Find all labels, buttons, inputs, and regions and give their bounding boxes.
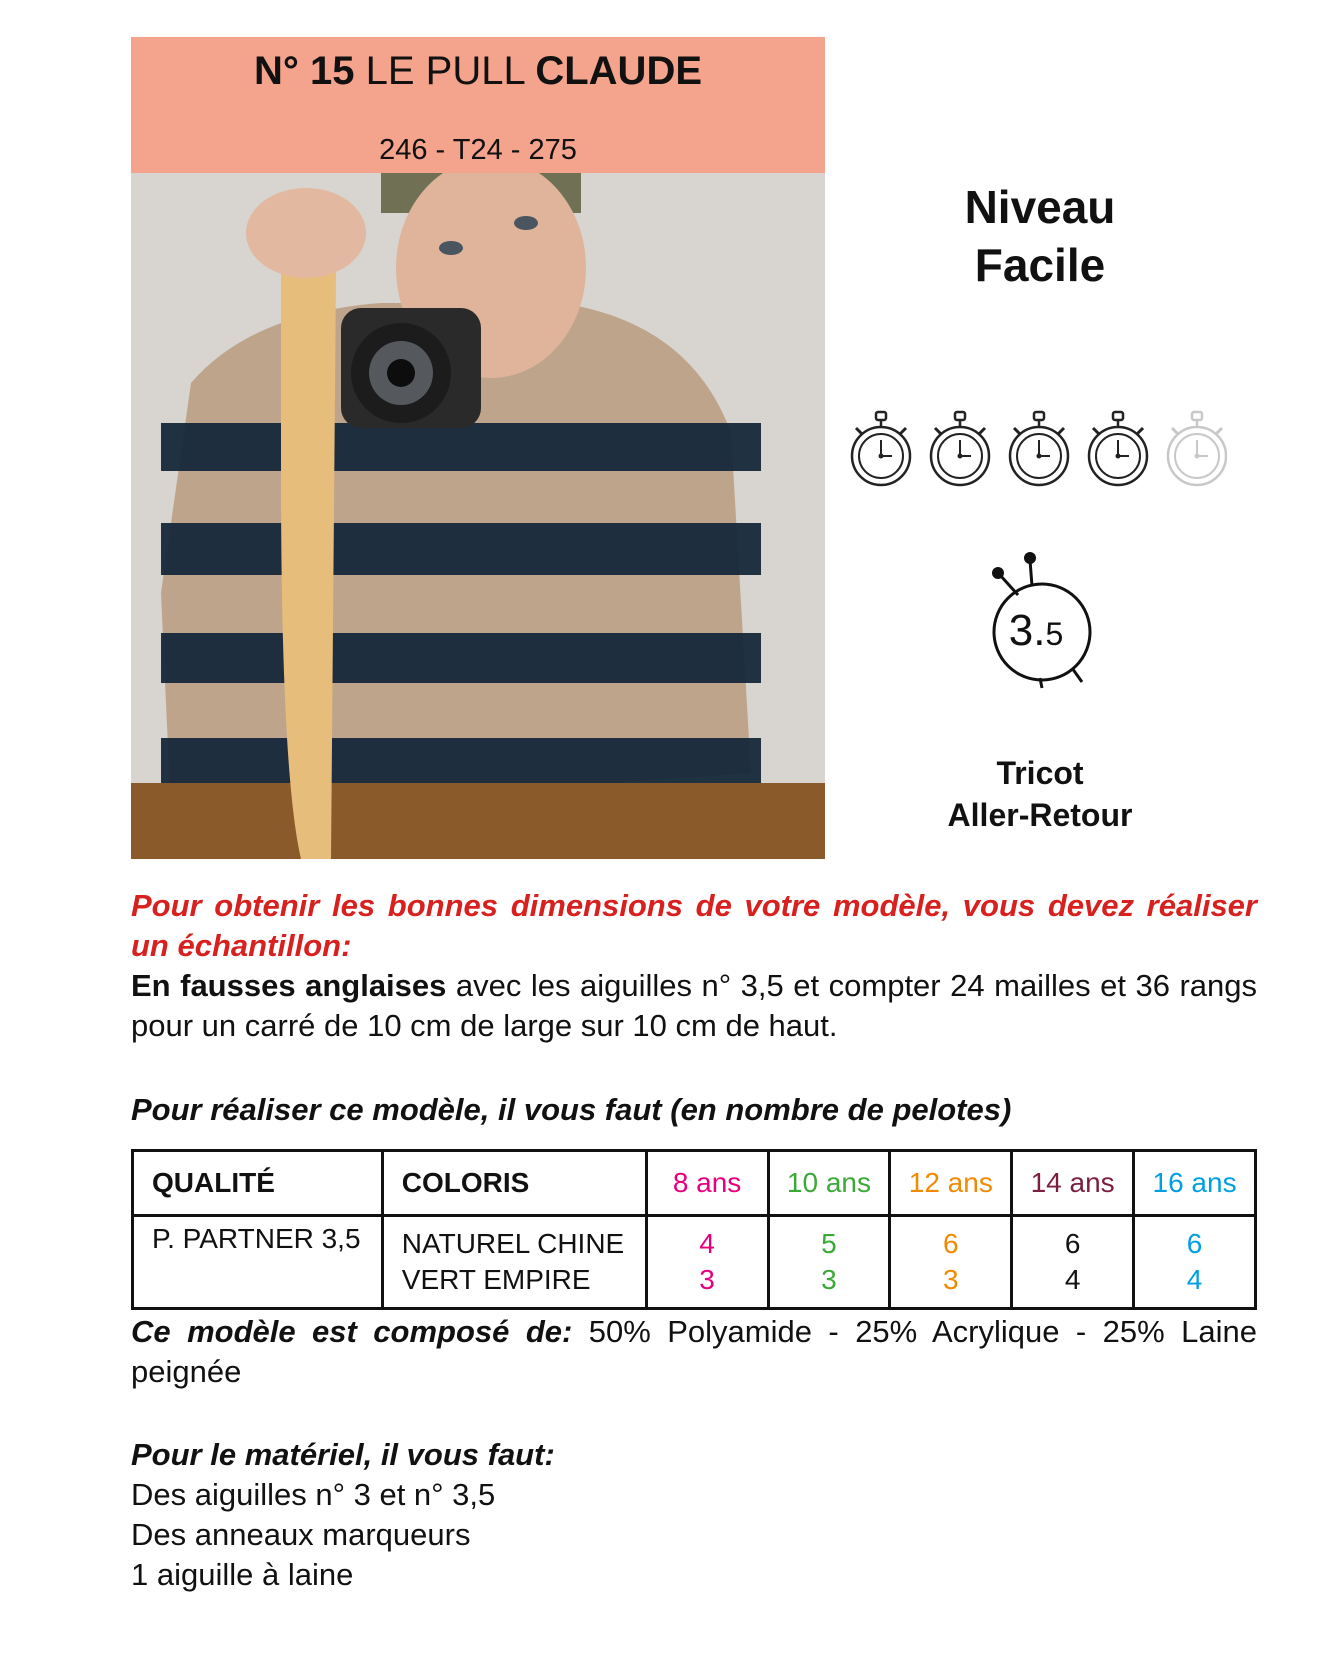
size-header: 14 ans: [1012, 1151, 1134, 1216]
yarn-colors: [382, 1216, 646, 1309]
table-row: [133, 1216, 1256, 1309]
qty-color-2: 3: [699, 1264, 715, 1295]
pattern-reference: 246 - T24 - 275: [379, 134, 577, 166]
composition-section: [131, 1312, 1257, 1392]
size-header: 8 ans: [646, 1151, 768, 1216]
material-section: [131, 1435, 1257, 1595]
qty-color-1: 6: [1064, 1228, 1081, 1259]
size-header: 10 ans: [768, 1151, 890, 1216]
qty-color-2: 4: [1186, 1264, 1203, 1295]
skateboard: [281, 250, 336, 859]
gauge-section: [131, 886, 1257, 1046]
gauge-instructions: avec les aiguilles n° 3,5 et compter 24 mailles et 36 rangs pour un carré de 10 cm de large sur 10 cm de haut.: [131, 968, 1257, 1043]
yarn-quality: P. PARTNER 3,5: [133, 1216, 383, 1309]
stopwatch-icon: [848, 410, 914, 490]
pattern-type: LE PULL: [365, 49, 525, 93]
qty-color-2: 3: [943, 1264, 959, 1295]
camera: [341, 308, 481, 428]
qty-cell: [890, 1216, 1012, 1309]
colors-header: COLORIS: [382, 1151, 646, 1216]
list-item: Des anneaux marqueurs: [131, 1517, 471, 1552]
knitting-technique: [880, 752, 1200, 836]
color-1: NATUREL CHINE: [401, 1228, 625, 1259]
list-item: 1 aiguille à laine: [131, 1557, 354, 1592]
stopwatch-icon: [1006, 410, 1072, 490]
qty-cell: [1134, 1216, 1256, 1309]
needle-size: 3.5: [1008, 606, 1064, 655]
qty-cell: [768, 1216, 890, 1309]
list-item: Des aiguilles n° 3 et n° 3,5: [131, 1477, 496, 1512]
qty-color-2: 4: [1064, 1264, 1081, 1295]
qty-color-1: 5: [821, 1228, 837, 1259]
difficulty-label: Niveau: [964, 181, 1116, 233]
composition-text: 50% Polyamide - 25% Acrylique - 25% Laine peignée: [131, 1314, 1258, 1389]
knitting-needle-icon: [980, 550, 1100, 690]
qty-color-1: 4: [699, 1228, 715, 1259]
gauge-stitch: En fausses anglaises: [131, 968, 447, 1003]
pattern-number: N° 15: [253, 49, 355, 93]
pattern-name: CLAUDE: [535, 49, 703, 93]
qty-color-1: 6: [1186, 1228, 1203, 1259]
composition-label: Ce modèle est composé de:: [131, 1314, 573, 1349]
model-photo: [131, 173, 825, 859]
stopwatch-icon: [1164, 410, 1230, 490]
color-2: VERT EMPIRE: [401, 1264, 591, 1295]
qty-color-1: 6: [943, 1228, 959, 1259]
qty-color-2: 3: [821, 1264, 837, 1295]
gauge-heading: Pour obtenir les bonnes dimensions de votre modèle, vous devez réaliser un échantillon:: [131, 888, 1257, 963]
size-header: 16 ans: [1134, 1151, 1256, 1216]
yarn-table: [131, 1149, 1257, 1310]
qty-cell: [1012, 1216, 1134, 1309]
difficulty-value: Facile: [974, 239, 1106, 291]
technique-line-2: Aller-Retour: [947, 797, 1133, 833]
size-header: 12 ans: [890, 1151, 1012, 1216]
technique-line-1: Tricot: [996, 755, 1084, 791]
title-banner: [131, 37, 825, 173]
stopwatch-icon: [1085, 410, 1151, 490]
table-header-row: [133, 1151, 1256, 1216]
pattern-title: [131, 47, 825, 95]
yarn-table-heading: Pour réaliser ce modèle, il vous faut (en nombre de pelotes): [131, 1092, 1012, 1127]
time-rating: [848, 410, 1232, 490]
quality-header: QUALITÉ: [133, 1151, 383, 1216]
qty-cell: [646, 1216, 768, 1309]
gauge-text: [131, 966, 1257, 1046]
stopwatch-icon: [927, 410, 993, 490]
material-heading: Pour le matériel, il vous faut:: [131, 1437, 555, 1472]
difficulty-level: [880, 178, 1200, 294]
